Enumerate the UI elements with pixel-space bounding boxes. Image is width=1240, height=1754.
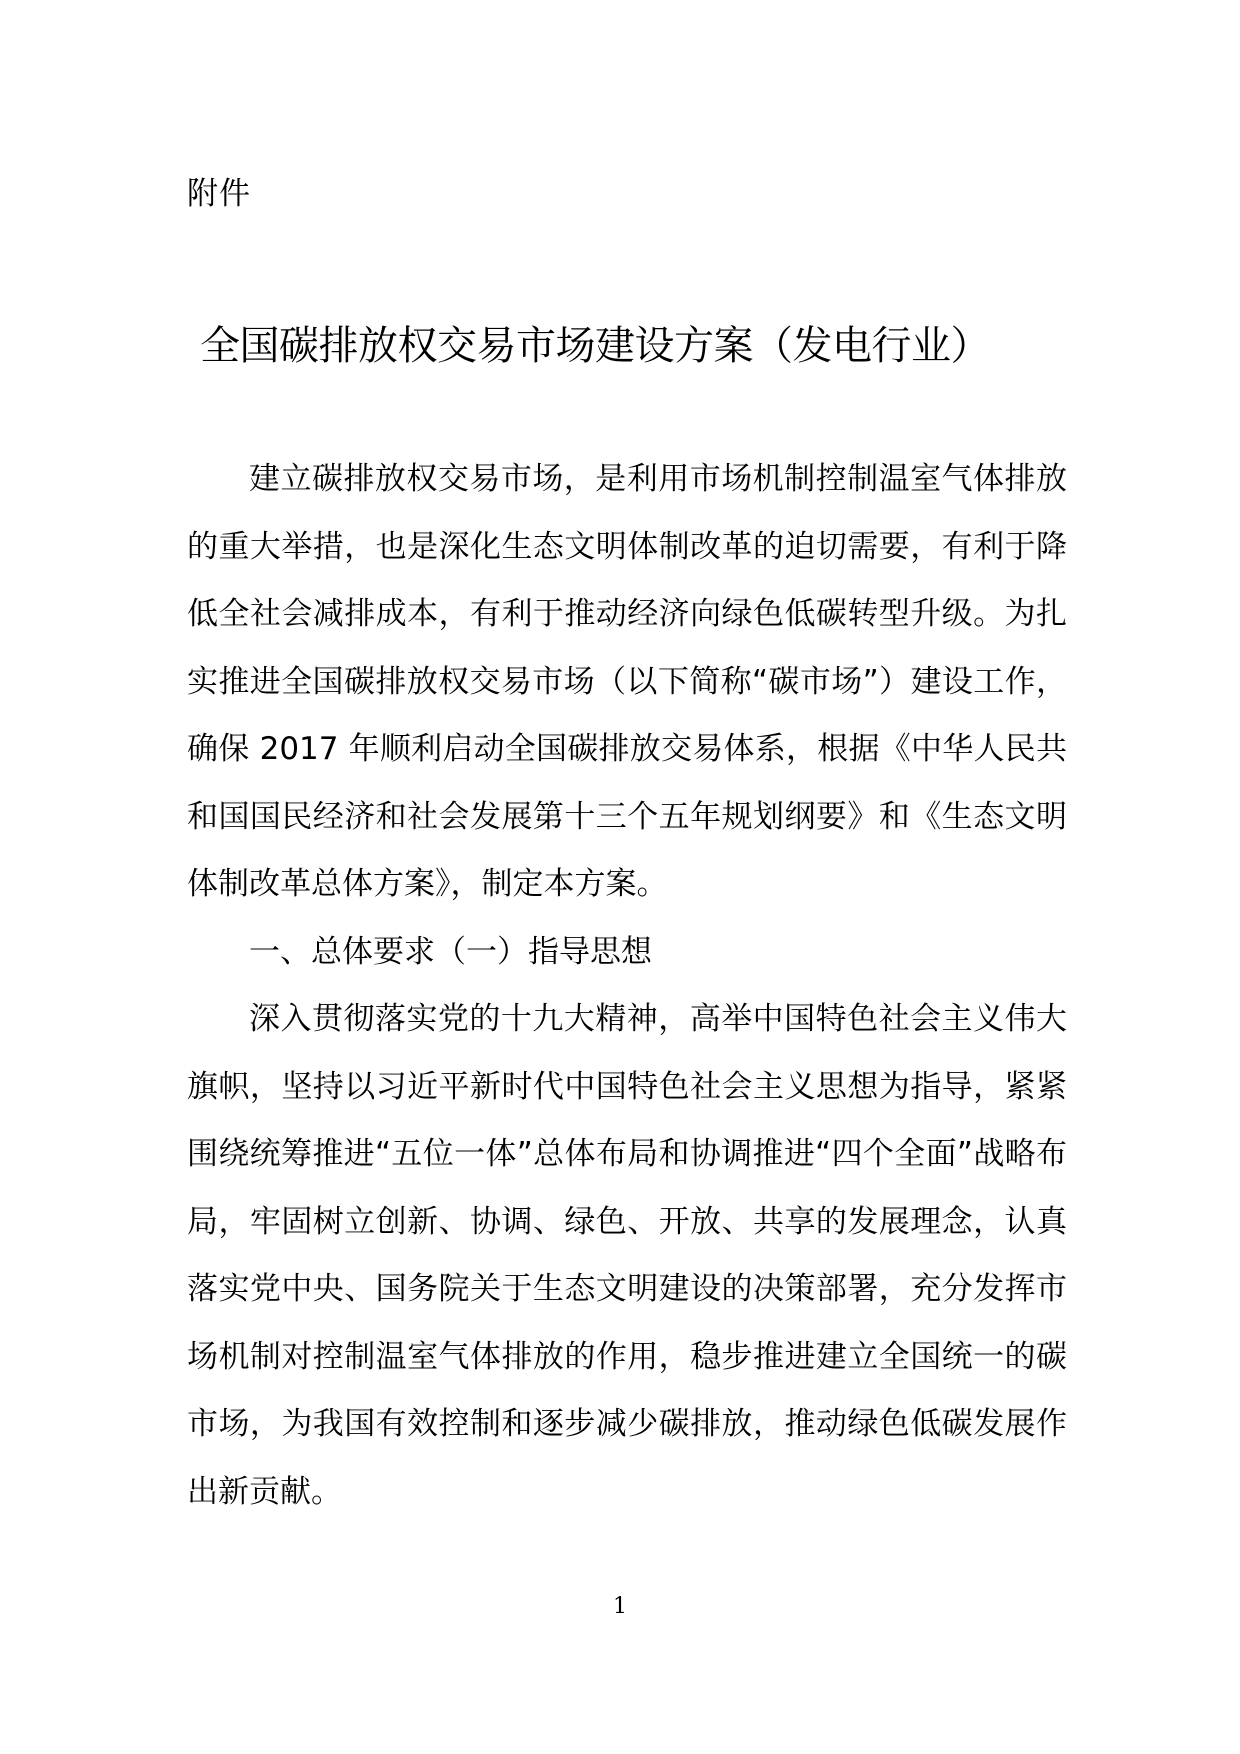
- page-number: 1: [613, 1594, 627, 1619]
- attachment-label: 附件: [187, 176, 251, 212]
- document-title: 全国碳排放权交易市场建设方案（发电行业）: [200, 323, 990, 369]
- paragraph-intro: 建立碳排放权交易市场，是利用市场机制控制温室气体排放的重大举措，也是深化生态文明体制改革的迫切需要，有利于降低全社会减排成本，有利于推动经济向绿色低碳转型升级。为扎实推进全国碳排放权交易市场（以下简称“碳市场”）建设工作，确保 2017 年顺利启动全国碳排放交易体系，根据《中华人民共和国国民经济和社会发展第十三个五年规划纲要》和《生态文明体制改革总体方案》，制定本方案。: [187, 461, 1067, 902]
- paragraph-guiding-ideology: 深入贯彻落实党的十九大精神，高举中国特色社会主义伟大旗帜，坚持以习近平新时代中国特色社会主义思想为指导，紧紧围绕统筹推进“五位一体”总体布局和协调推进“四个全面”战略布局，牢固树立创新、协调、绿色、开放、共享的发展理念，认真落实党中央、国务院关于生态文明建设的决策部署，充分发挥市场机制对控制温室气体排放的作用，稳步推进建立全国统一的碳市场，为我国有效控制和逐步减少碳排放，推动绿色低碳发展作出新贡献。: [187, 1001, 1067, 1510]
- section-heading-general-requirements: 一、总体要求（一）指导思想: [249, 933, 652, 970]
- document-body: [187, 446, 1067, 1526]
